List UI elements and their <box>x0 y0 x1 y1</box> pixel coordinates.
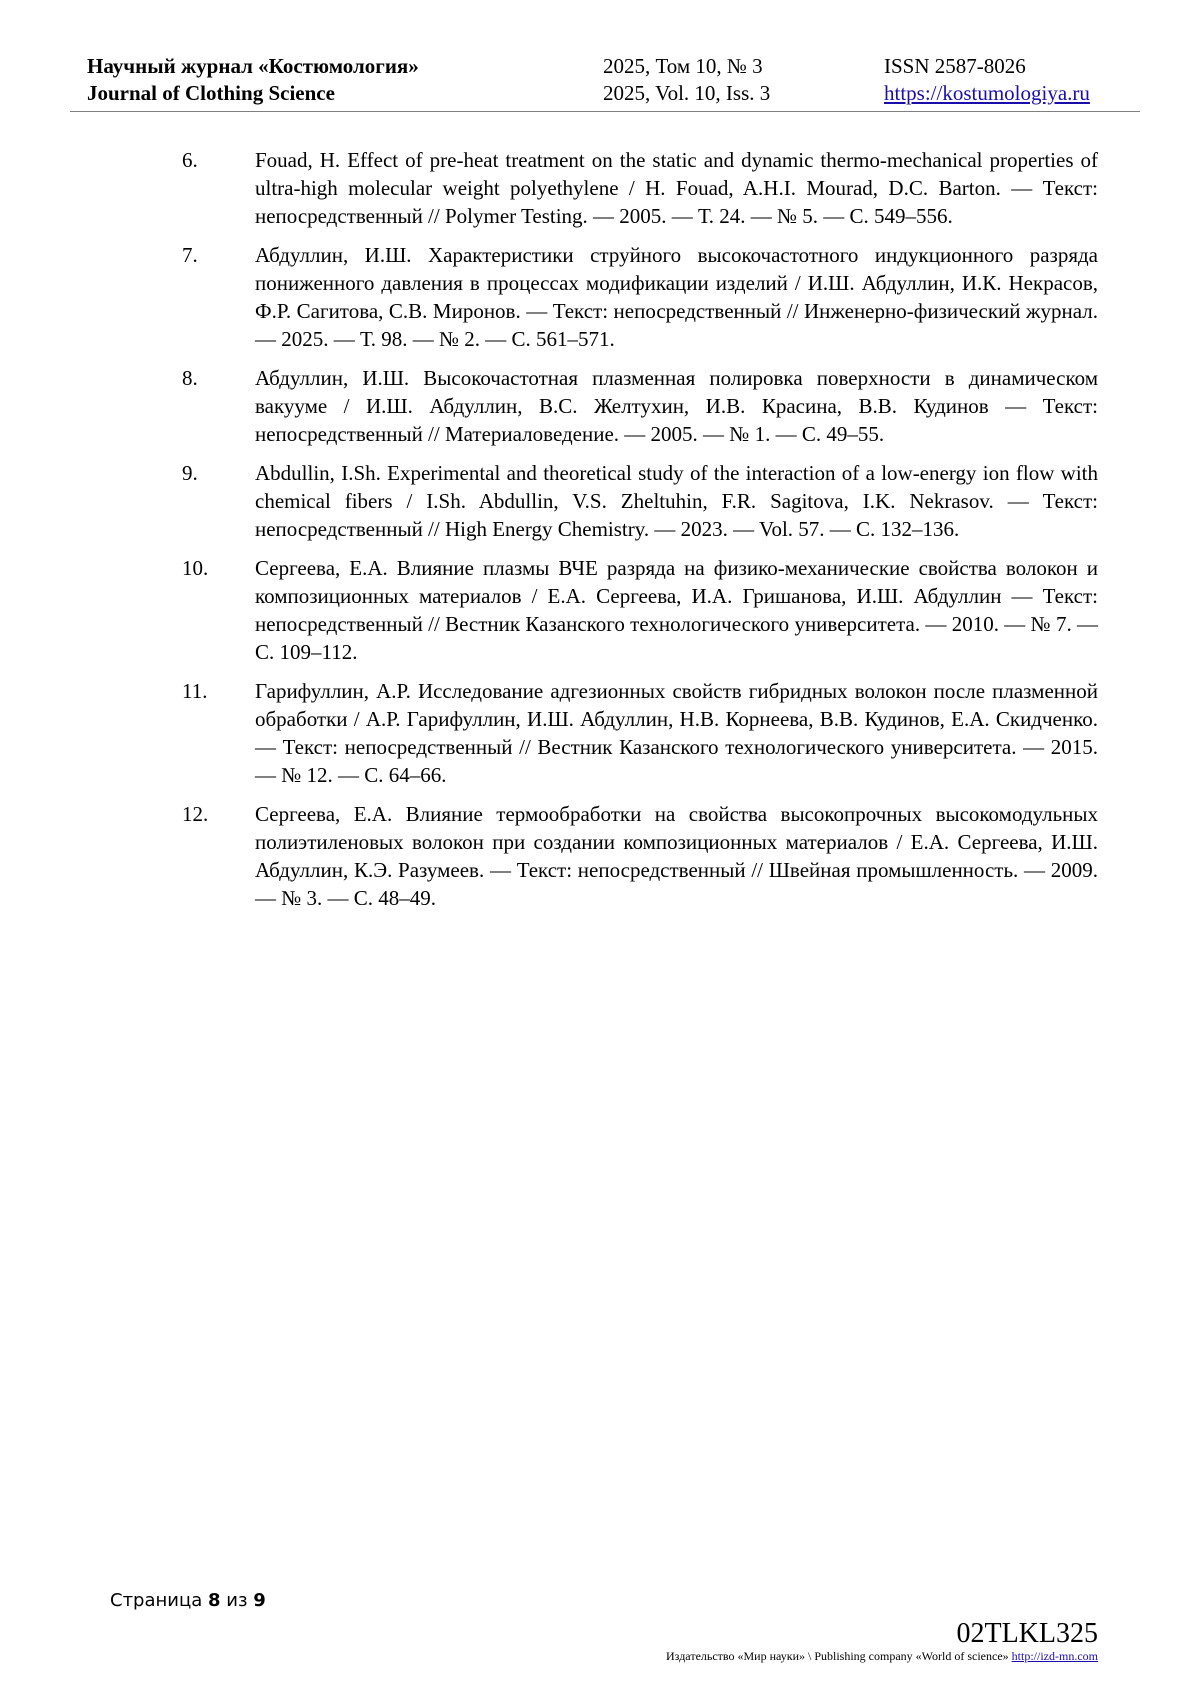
reference-list <box>182 146 1098 923</box>
reference-number: 6. <box>182 148 198 172</box>
issn-number: ISSN 2587-8026 <box>884 54 1026 78</box>
publisher-line <box>666 1649 1098 1664</box>
reference-text: Abdullin, I.Sh. Experimental and theoretical study of the interaction of a low-energy ion flow with chemical fibers / I.Sh. Abdullin, V.S. Zheltuhin, F.R. Sagitova, I.K. Nekrasov. — Текст: непосредственный // High Energy Chemistry. — 2023. — Vol. 57. — С. 132–136. <box>255 461 1098 541</box>
publisher-text: Издательство «Мир науки» \ Publishing company «World of science» <box>666 1649 1009 1663</box>
reference-text: Абдуллин, И.Ш. Характеристики струйного высокочастотного индукционного разряда пониженного давления в процессах модификации изделий / И.Ш. Абдуллин, И.К. Некрасов, Ф.Р. Сагитова, С.В. Миронов. — Текст: непосредственный // Инженерно-физический журнал. — 2025. — Т. 98. — № 2. — С. 561–571. <box>255 243 1098 351</box>
page-label: Страница <box>110 1590 203 1611</box>
reference-item <box>182 241 1098 353</box>
document-code: 02TLKL325 <box>956 1618 1098 1649</box>
journal-website-link[interactable]: https://kostumologiya.ru <box>884 81 1090 105</box>
reference-item <box>182 800 1098 912</box>
reference-text: Гарифуллин, А.Р. Исследование адгезионных свойств гибридных волокон после плазменной обработки / А.Р. Гарифуллин, И.Ш. Абдуллин, Н.В. Корнеева, В.В. Кудинов, Е.А. Скидченко. — Текст: непосредственный // Вестник Казанского технологического университета. — 2015. — № 12. — С. 64–66. <box>255 679 1098 787</box>
journal-title-block <box>87 53 419 107</box>
reference-text: Fouad, H. Effect of pre-heat treatment on the static and dynamic thermo-mechanical properties of ultra-high molecular weight polyethylene / H. Fouad, A.H.I. Mourad, D.C. Barton. — Текст: непосредственный // Polymer Testing. — 2005. — Т. 24. — № 5. — С. 549–556. <box>255 148 1098 228</box>
reference-number: 9. <box>182 461 198 485</box>
reference-number: 12. <box>182 802 209 826</box>
reference-number: 8. <box>182 366 198 390</box>
publisher-link[interactable]: http://izd-mn.com <box>1011 1649 1098 1663</box>
journal-title-ru: Научный журнал «Костюмология» <box>87 54 419 78</box>
page-header <box>0 53 1200 113</box>
page-counter <box>110 1590 266 1611</box>
reference-text: Сергеева, Е.А. Влияние термообработки на свойства высокопрочных высокомодульных полиэтиленовых волокон при создании композиционных материалов / Е.А. Сергеева, И.Ш. Абдуллин, К.Э. Разумеев. — Текст: непосредственный // Швейная промышленность. — 2009. — № 3. — С. 48–49. <box>255 802 1098 910</box>
reference-item <box>182 364 1098 448</box>
reference-item <box>182 677 1098 789</box>
journal-title-en: Journal of Clothing Science <box>87 81 335 105</box>
reference-number: 11. <box>182 679 208 703</box>
header-divider <box>70 111 1140 112</box>
reference-item <box>182 459 1098 543</box>
page-total: 9 <box>253 1590 266 1611</box>
issue-info-en: 2025, Vol. 10, Iss. 3 <box>603 81 771 105</box>
reference-item <box>182 554 1098 666</box>
page-current: 8 <box>208 1590 221 1611</box>
issue-info-block <box>603 53 770 107</box>
reference-item <box>182 146 1098 230</box>
reference-text: Абдуллин, И.Ш. Высокочастотная плазменная полировка поверхности в динамическом вакууме / И.Ш. Абдуллин, В.С. Желтухин, И.В. Красина, В.В. Кудинов — Текст: непосредственный // Материаловедение. — 2005. — № 1. — С. 49–55. <box>255 366 1098 446</box>
issue-info-ru: 2025, Том 10, № 3 <box>603 54 763 78</box>
reference-number: 7. <box>182 243 198 267</box>
reference-number: 10. <box>182 556 209 580</box>
issn-block <box>884 53 1090 107</box>
page-of: из <box>226 1590 248 1611</box>
reference-text: Сергеева, Е.А. Влияние плазмы ВЧЕ разряда на физико-механические свойства волокон и композиционных материалов / Е.А. Сергеева, И.А. Гришанова, И.Ш. Абдуллин — Текст: непосредственный // Вестник Казанского технологического университета. — 2010. — № 7. — С. 109–112. <box>255 556 1098 664</box>
